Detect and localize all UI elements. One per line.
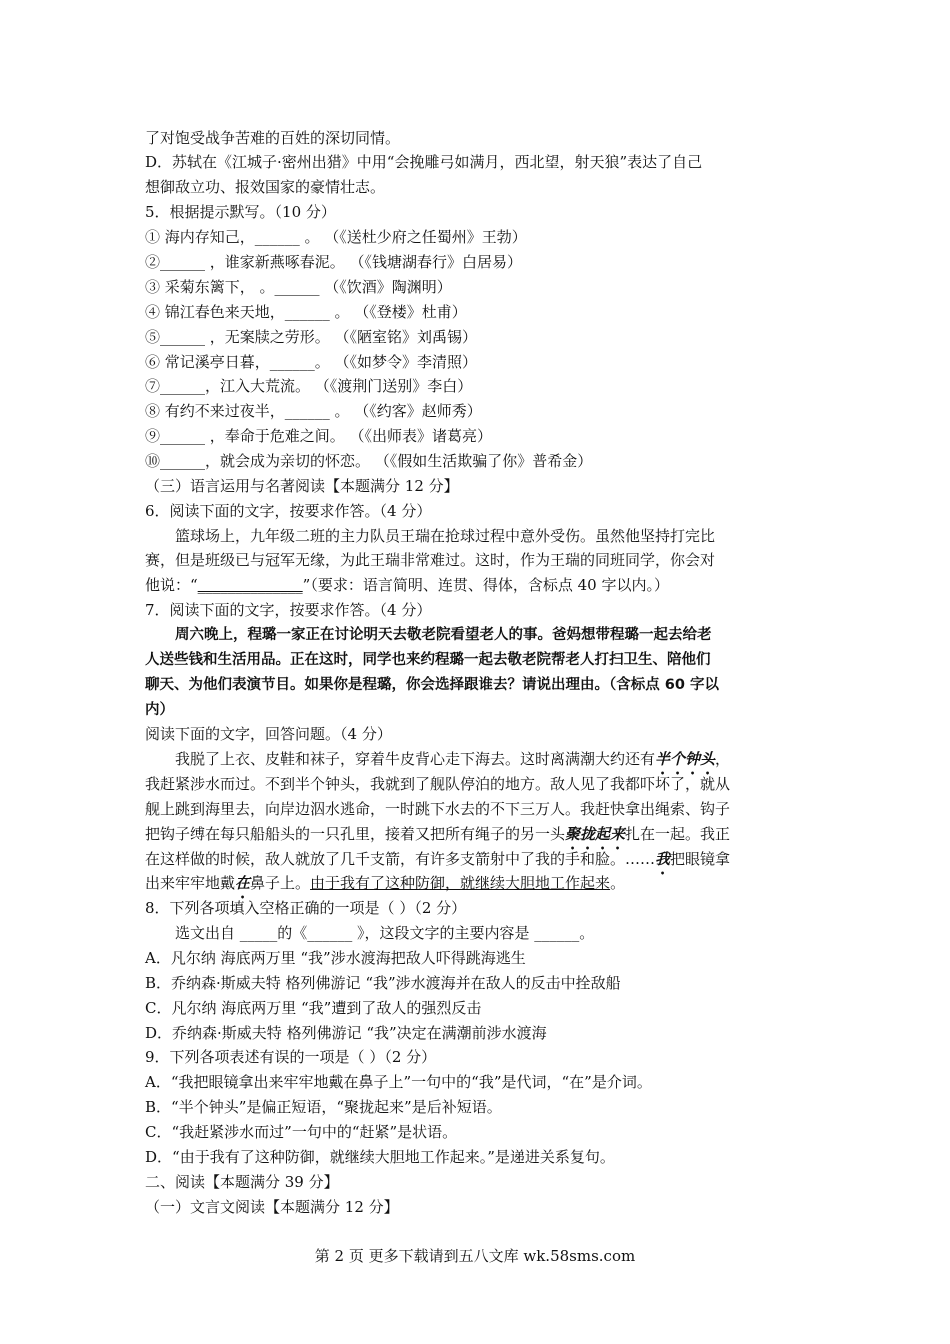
passage-line — [145, 573, 815, 597]
passage-line-bold: 周六晚上，程璐一家正在讨论明天去敬老院看望老人的事。爸妈想带程璐一起去给老 — [175, 627, 712, 643]
passage-line-bold: 聊天、为他们表演节目。如果你是程璐，你会选择跟谁去？请说出理由。（含标点 60 字以 — [145, 677, 720, 693]
text-line: 了对饱受战争苦难的百姓的深切同情。 — [145, 129, 401, 147]
recite-item-3: ③ 采菊东篱下， 。______ （《饮酒》陶渊明） — [145, 278, 452, 296]
recite-item-10: ⑩______，就会成为亲切的怀恋。 （《假如生活欺骗了你》普希金） — [145, 452, 593, 470]
text-span: ， — [715, 750, 731, 768]
question-8: 8．下列各项填入空格正确的一项是（ ）（2 分） — [145, 899, 467, 917]
recite-item-6: ⑥ 常记溪亭日暮，______。 （《如梦令》李清照） — [145, 353, 478, 371]
text-span: 扎在一起。我正 — [625, 825, 731, 843]
option-b: B．“半个钟头”是偏正短语，“聚拢起来”是后补短语。 — [145, 1098, 502, 1116]
text-span: 鼻子上。 — [250, 874, 311, 892]
option-d: D．“由于我有了这种防御，就继续大胆地工作起来。”是递进关系复句。 — [145, 1148, 615, 1166]
text-span: 把眼镜拿 — [670, 850, 731, 868]
option-a: A．“我把眼镜拿出来牢牢地戴在鼻子上”一句中的“我”是代词，“在”是介词。 — [145, 1073, 652, 1091]
passage-line: 赛，但是班级已与冠军无缘，为此王瑞非常难过。这时，作为王瑞的同班同学，你会对 — [145, 551, 716, 569]
emphasis-text: 在 — [235, 874, 251, 892]
option-c: C．凡尔纳 海底两万里 “我”遭到了敌人的强烈反击 — [145, 999, 482, 1017]
option-a: A．凡尔纳 海底两万里 “我”涉水渡海把敌人吓得跳海逃生 — [145, 949, 526, 967]
recite-item-9: ⑨______ ，奉命于危难之间。 （《出师表》诸葛亮） — [145, 427, 493, 445]
emphasis-text: 我 — [655, 850, 671, 868]
recite-item-8: ⑧ 有约不来过夜半，______ 。 （《约客》赵师秀） — [145, 402, 482, 420]
text-span: 出来牢牢地戴 — [145, 874, 236, 892]
passage-line: 篮球场上，九年级二班的主力队员王瑞在抢球过程中意外受伤。虽然他坚持打完比 — [175, 527, 716, 545]
option-c: C．“我赶紧涉水而过”一句中的“赶紧”是状语。 — [145, 1123, 458, 1141]
question-8-stem: 选文出自 _____的《______ 》，这段文字的主要内容是 ______。 — [175, 924, 595, 942]
option-d: D．乔纳森·斯威夫特 格列佛游记 “我”决定在满潮前涉水渡海 — [145, 1024, 547, 1042]
page-footer: 第 2 页 更多下载请到五八文库 wk.58sms.com — [314, 1247, 636, 1265]
text-span: 他说：“ — [145, 576, 198, 594]
text-span: 我脱了上衣、皮鞋和袜子，穿着牛皮背心走下海去。这时离满潮大约还有 — [175, 750, 656, 768]
section-heading: （一）文言文阅读【本题满分 12 分】 — [145, 1198, 399, 1216]
passage-line-bold: 内） — [145, 702, 174, 718]
question-6: 6．阅读下面的文字，按要求作答。（4 分） — [145, 502, 432, 520]
emphasis-text: 聚拢起来 — [565, 825, 626, 843]
section-heading: 二、阅读【本题满分 39 分】 — [145, 1173, 339, 1191]
recite-item-4: ④ 锦江春色来天地，______ 。 （《登楼》杜甫） — [145, 303, 467, 321]
passage-line: 舰上跳到海里去，向岸边泅水逃命，一时跳下水去的不下三万人。我赶快拿出绳索、钩子 — [145, 800, 731, 818]
emphasis-text: 半个钟头 — [655, 750, 716, 768]
text-span: 把钩子缚在每只船船头的一只孔里，接着又把所有绳子的另一头 — [145, 825, 566, 843]
text-line: 想御敌立功、报效国家的豪情壮志。 — [145, 178, 386, 196]
answer-blank: ______________ — [197, 576, 303, 594]
underlined-sentence: 由于我有了这种防御，就继续大胆地工作起来 — [310, 874, 611, 892]
question-7: 7．阅读下面的文字，按要求作答。（4 分） — [145, 601, 432, 619]
text-span: 在这样做的时候，敌人就放了几千支箭，有许多支箭射中了我的手和脸。…… — [145, 850, 656, 868]
recite-item-2: ②______ ，谁家新燕啄春泥。 （《钱塘湖春行》白居易） — [145, 253, 523, 271]
passage-line-bold: 人送些钱和生活用品。正在这时，同学也来约程璐一起去敬老院帮老人打扫卫生、陪他们 — [145, 652, 711, 668]
question-9: 9．下列各项表述有误的一项是（ ）（2 分） — [145, 1048, 437, 1066]
recite-item-1: ① 海内存知己，______ 。 （《送杜少府之任蜀州》王勃） — [145, 228, 527, 246]
reading-instruction: 阅读下面的文字，回答问题。（4 分） — [145, 725, 392, 743]
option-d: D．苏轼在《江城子·密州出猎》中用“会挽雕弓如满月，西北望，射天狼”表达了自己 — [145, 153, 703, 171]
option-b: B．乔纳森·斯威夫特 格列佛游记 “我”涉水渡海并在敌人的反击中拴敌船 — [145, 974, 621, 992]
text-span: ”（要求：语言简明、连贯、得体，含标点 40 字以内。） — [302, 576, 669, 594]
question-5: 5．根据提示默写。（10 分） — [145, 203, 336, 221]
section-heading: （三）语言运用与名著阅读【本题满分 12 分】 — [145, 477, 459, 495]
recite-item-5: ⑤______ ，无案牍之劳形。 （《陋室铭》刘禹锡） — [145, 328, 478, 346]
recite-item-7: ⑦______，江入大荒流。 （《渡荆门送别》李白） — [145, 377, 473, 395]
passage-line: 我赶紧涉水而过。不到半个钟头，我就到了舰队停泊的地方。敌人见了我都吓坏了，就从 — [145, 775, 731, 793]
text-span: 。 — [610, 874, 626, 892]
